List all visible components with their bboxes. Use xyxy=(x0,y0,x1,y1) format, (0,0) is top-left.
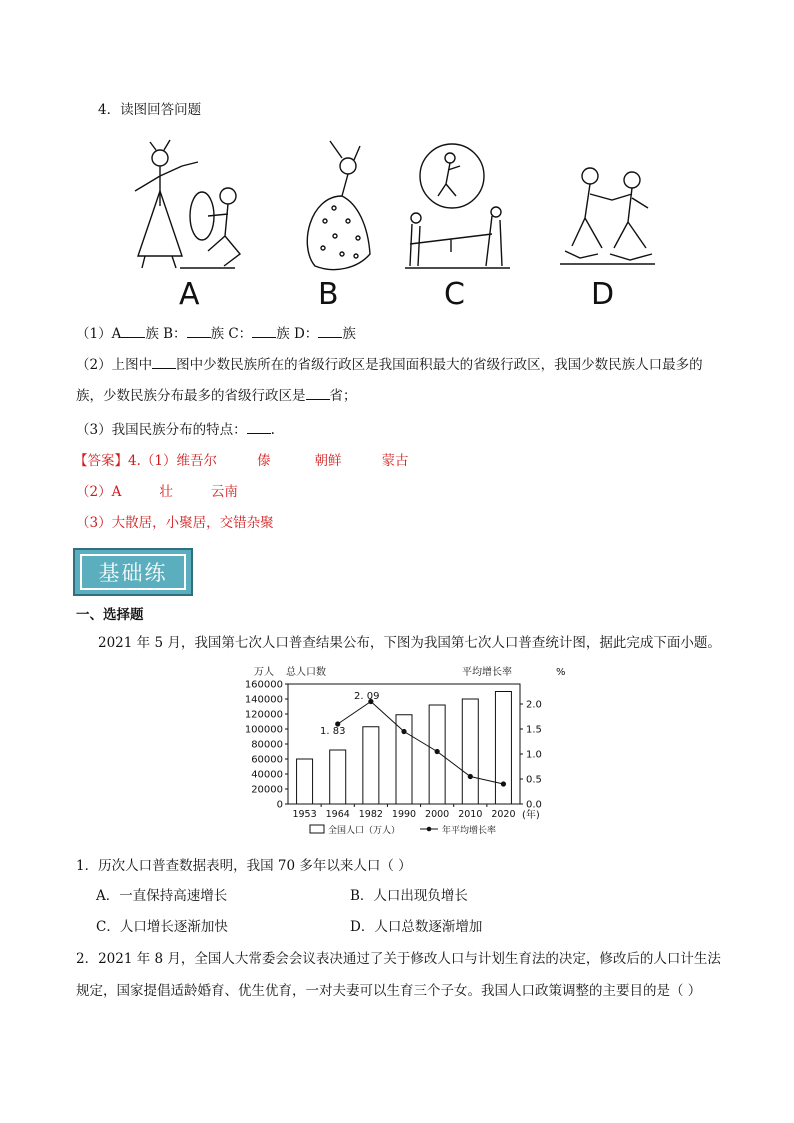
y-left-tick-label: 60000 xyxy=(251,754,283,766)
y-left-unit: 万人 xyxy=(254,667,274,678)
y-left-tick-label: 0 xyxy=(276,799,283,811)
x-axis-unit: (年) xyxy=(522,810,540,821)
growth-rate-point xyxy=(468,774,473,779)
y-right-tick-label: 0.5 xyxy=(526,774,542,786)
x-tick-label: 1964 xyxy=(325,809,350,820)
y-left-tick-label: 160000 xyxy=(244,679,283,691)
growth-rate-point xyxy=(401,729,406,734)
annotation-1964: 1. 83 xyxy=(320,726,346,737)
answer-line-2: （2）A 壮 云南 xyxy=(76,484,238,500)
option-b[interactable]: B．人口出现负增长 xyxy=(350,888,468,904)
question-1-stem: 1．历次人口普查数据表明，我国 70 多年以来人口（ ） xyxy=(76,858,412,874)
y-left-tick-label: 120000 xyxy=(244,709,283,721)
population-chart xyxy=(230,662,570,840)
y-right-tick-label: 1.5 xyxy=(526,724,542,736)
question-2-line2: 规定，国家提倡适龄婚育、优生优育，一对夫妻可以生育三个子女。我国人口政策调整的主要目的是（ ） xyxy=(76,983,702,999)
y-right-label: 平均增长率 xyxy=(462,667,512,678)
ethnic-illustrations xyxy=(120,136,680,276)
question-title: 4．读图回答问题 xyxy=(98,102,202,118)
option-a[interactable]: A．一直保持高速增长 xyxy=(96,888,228,904)
intro-text: 2021 年 5 月，我国第七次人口普查结果公布，下图为我国第七次人口普查统计图，据此完成下面小题。 xyxy=(98,635,721,651)
x-axis xyxy=(292,804,515,820)
legend xyxy=(310,824,496,836)
legend-line-label: 年平均增长率 xyxy=(442,826,497,836)
figure-c-illustration xyxy=(405,144,510,268)
figure-b-label: B xyxy=(318,277,339,312)
growth-rate-point xyxy=(435,749,440,754)
y-left-tick-label: 80000 xyxy=(251,739,283,751)
figure-a-label: A xyxy=(179,277,200,312)
line-series xyxy=(335,699,506,787)
y-left-tick-label: 100000 xyxy=(244,724,283,736)
section-banner xyxy=(73,548,193,596)
y-right-axis xyxy=(520,700,542,811)
answer-line-1: 【答案】4.（1）维吾尔 傣 朝鲜 蒙古 xyxy=(74,453,409,469)
population-bar xyxy=(330,750,346,804)
x-tick-label: 2020 xyxy=(491,809,516,820)
option-c[interactable]: C．人口增长逐渐加快 xyxy=(96,919,228,935)
y-left-tick-label: 20000 xyxy=(251,784,283,796)
legend-bar-swatch xyxy=(310,825,324,833)
figure-d-label: D xyxy=(591,277,615,312)
figure-c-label: C xyxy=(444,277,465,312)
x-tick-label: 1990 xyxy=(391,809,417,820)
population-bar xyxy=(363,727,379,804)
y-right-tick-label: 0.0 xyxy=(526,799,542,811)
option-d[interactable]: D．人口总数逐渐增加 xyxy=(350,919,483,935)
figure-b-illustration xyxy=(307,141,370,270)
y-left-label: 总人口数 xyxy=(286,667,326,678)
growth-rate-point xyxy=(501,781,506,786)
legend-line-marker xyxy=(427,827,432,832)
population-bar xyxy=(396,715,412,804)
bar-series xyxy=(297,692,512,805)
x-tick-label: 1982 xyxy=(358,809,383,820)
y-right-tick-label: 2.0 xyxy=(526,699,542,711)
answer-line-3: （3）大散居，小聚居，交错杂聚 xyxy=(76,515,274,531)
x-tick-label: 2000 xyxy=(425,809,450,820)
population-bar xyxy=(297,759,313,804)
figure-d-illustration xyxy=(560,168,655,264)
y-right-unit: % xyxy=(556,667,566,678)
section-banner-label: 基础练 xyxy=(80,554,186,590)
question-2-line1: 2．2021 年 8 月，全国人大常委会会议表决通过了关于修改人口与计划生育法的决定，修改后的人口计生法 xyxy=(76,951,721,967)
population-bar xyxy=(462,699,478,804)
x-tick-label: 2010 xyxy=(458,809,483,820)
subquestion-1: （1）A 族 B： 族 C： 族 D： 族 xyxy=(76,326,356,342)
subquestion-2-line2: 族，少数民族分布最多的省级行政区是 省； xyxy=(76,388,357,404)
y-left-tick-label: 40000 xyxy=(251,769,283,781)
section-title: 一、选择题 xyxy=(76,607,144,623)
x-tick-label: 1953 xyxy=(292,809,317,820)
legend-bar-label: 全国人口（万人） xyxy=(328,826,401,836)
subquestion-3: （3）我国民族分布的特点： . xyxy=(76,422,275,438)
subquestion-2-line1: （2）上图中 图中少数民族所在的省级行政区是我国面积最大的省级行政区，我国少数民族人口最多的 xyxy=(76,357,703,373)
population-bar xyxy=(429,705,445,804)
annotation-1982: 2. 09 xyxy=(354,691,380,702)
figure-a-illustration xyxy=(135,140,240,268)
y-right-tick-label: 1.0 xyxy=(526,749,542,761)
population-bar xyxy=(495,692,511,805)
y-left-axis xyxy=(245,680,288,811)
y-left-tick-label: 140000 xyxy=(244,694,283,706)
